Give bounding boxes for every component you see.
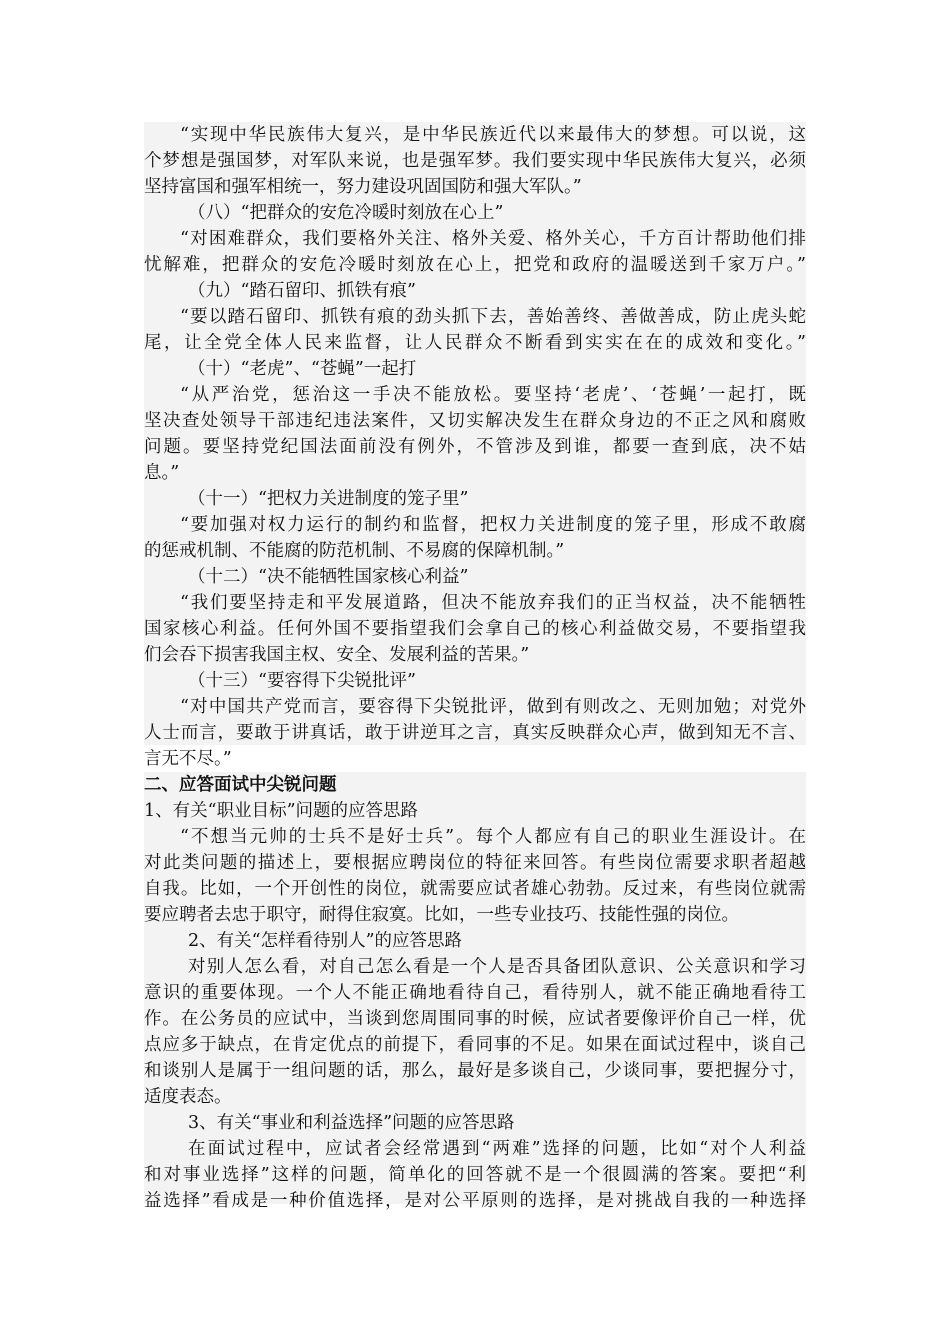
text-line: “我们要坚持走和平发展道路，但决不能放弃我们的正当权益，决不能牺牲 (180, 593, 806, 613)
text-line: （八）“把群众的安危冷暖时刻放在心上” (188, 203, 504, 223)
text-line: （十三）“要容得下尖锐批评” (188, 671, 416, 691)
text-line: （十二）“决不能牺牲国家核心利益” (188, 567, 469, 587)
text-line: （十）“老虎”、“苍蝇”一起打 (188, 359, 417, 379)
text-line: 益选择”看成是一种价值选择，是对公平原则的选择，是对挑战自我的一种选择 (144, 1191, 806, 1211)
text-line: （十一）“把权力关进制度的笼子里” (188, 489, 469, 509)
text-line: “对中国共产党而言，要容得下尖锐批评，做到有则改之、无则加勉；对党外 (180, 697, 806, 717)
text-line: 和对事业选择”这样的问题，简单化的回答就不是一个很圆满的答案。要把“利 (144, 1165, 806, 1185)
text-line: “从严治党，惩治这一手决不能放松。要坚持‘老虎’、‘苍蝇’一起打，既 (180, 385, 806, 405)
text-line: “不想当元帅的士兵不是好士兵”。每个人都应有自己的职业生涯设计。在 (180, 827, 806, 847)
text-line: 问题。要坚持党纪国法面前没有例外，不管涉及到谁，都要一查到底，决不姑 (144, 437, 806, 457)
text-line: 3、有关“事业和利益选择”问题的应答思路 (188, 1113, 515, 1133)
text-line: “实现中华民族伟大复兴，是中华民族近代以来最伟大的梦想。可以说，这 (180, 125, 806, 145)
text-line: 忧解难，把群众的安危冷暖时刻放在心上，把党和政府的温暖送到千家万户。” (144, 255, 806, 275)
text-line: 言无不尽。” (144, 749, 232, 769)
text-line: 个梦想是强国梦，对军队来说，也是强军梦。我们要实现中华民族伟大复兴，必须 (144, 151, 806, 171)
text-line: 2、有关“怎样看待别人”的应答思路 (188, 931, 463, 951)
text-line: 对此类问题的描述上，要根据应聘岗位的特征来回答。有些岗位需要求职者超越 (144, 853, 806, 873)
text-line: 国家核心利益。任何外国不要指望我们会拿自己的核心利益做交易，不要指望我 (144, 619, 806, 639)
text-line: “要以踏石留印、抓铁有痕的劲头抓下去，善始善终、善做善成，防止虎头蛇 (180, 307, 806, 327)
text-line: 意识的重要体现。一个人不能正确地看待自己，看待别人，就不能正确地看待工 (144, 983, 806, 1003)
text-line: 在面试过程中，应试者会经常遇到“两难”选择的问题，比如“对个人利益 (188, 1139, 806, 1159)
text-line: （九）“踏石留印、抓铁有痕” (188, 281, 416, 301)
text-line: 坚决查处领导干部违纪违法案件，又切实解决发生在群众身边的不正之风和腐败 (144, 411, 806, 431)
quote-section (144, 122, 806, 769)
text-line: 们会吞下损害我国主权、安全、发展利益的苦果。” (144, 645, 530, 665)
text-line: 尾，让全党全体人民来监督，让人民群众不断看到实实在在的成效和变化。” (144, 333, 806, 353)
text-line: 要应聘者去忠于职守，耐得住寂寞。比如，一些专业技巧、技能性强的岗位。 (144, 905, 739, 925)
text-line: 对别人怎么看，对自己怎么看是一个人是否具备团队意识、公关意识和学习 (188, 957, 806, 977)
text-line: 的惩戒机制、不能腐的防范机制、不易腐的保障机制。” (144, 541, 565, 561)
text-line: 适度表态。 (144, 1087, 232, 1107)
text-line: 1、有关“职业目标”问题的应答思路 (144, 801, 419, 821)
text-line: 人士而言，要敢于讲真话，敢于讲逆耳之言，真实反映群众心声，做到知无不言、 (144, 723, 806, 743)
text-line: 坚持富国和强军相统一，努力建设巩固国防和强大军队。” (144, 177, 582, 197)
interview-section (144, 772, 806, 1211)
section-heading: 二、应答面试中尖锐问题 (144, 775, 337, 795)
text-line: “对困难群众，我们要格外关注、格外关爱、格外关心，千方百计帮助他们排 (180, 229, 806, 249)
text-line: 作。在公务员的应试中，当谈到您周围同事的时候，应试者要像评价自己一样，优 (144, 1009, 806, 1029)
text-line: 息。” (144, 463, 180, 483)
text-line: “要加强对权力运行的制约和监督，把权力关进制度的笼子里，形成不敢腐 (180, 515, 806, 535)
text-line: 自我。比如，一个开创性的岗位，就需要应试者雄心勃勃。反过来，有些岗位就需 (144, 879, 806, 899)
text-line: 和谈别人是属于一组问题的话，那么，最好是多谈自己，少谈同事，要把握分寸， (144, 1061, 806, 1081)
text-line: 点应多于缺点，在肯定优点的前提下，看同事的不足。如果在面试过程中，谈自己 (144, 1035, 806, 1055)
